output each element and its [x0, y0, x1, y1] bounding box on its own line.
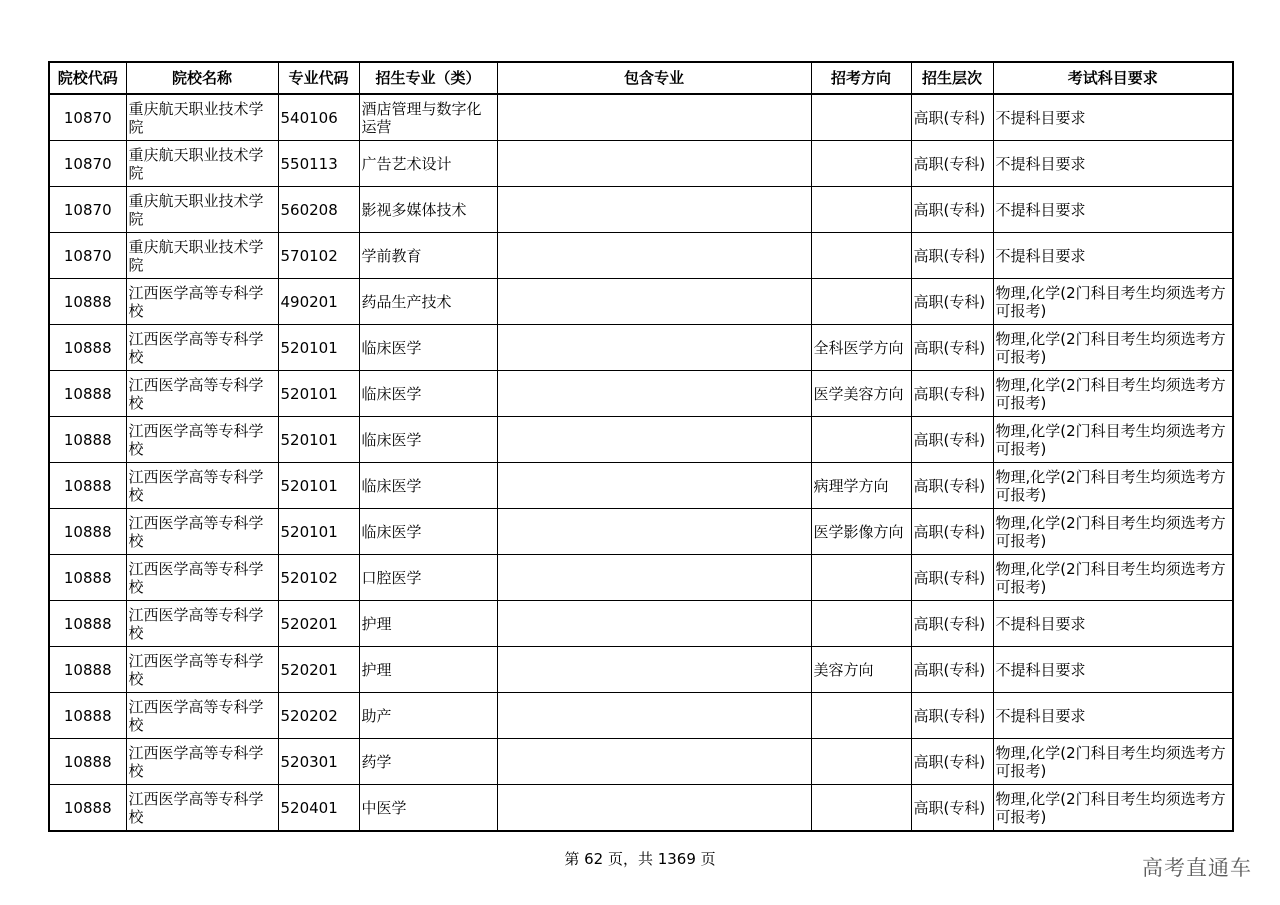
- admission-table: [48, 61, 1234, 832]
- school-code-cell: 10888: [49, 279, 126, 325]
- table-row: [49, 417, 1233, 463]
- school-code-cell: 10888: [49, 785, 126, 832]
- school-code-cell: 10870: [49, 94, 126, 141]
- major-code-cell: 520101: [278, 325, 359, 371]
- level-cell: 高职(专科): [911, 94, 993, 141]
- included-majors-cell: [497, 371, 811, 417]
- major-name-cell: 护理: [359, 647, 497, 693]
- major-code-cell: 570102: [278, 233, 359, 279]
- major-name-cell: 药学: [359, 739, 497, 785]
- included-majors-cell: [497, 233, 811, 279]
- direction-cell: 病理学方向: [811, 463, 911, 509]
- school-code-cell: 10888: [49, 371, 126, 417]
- table-body: [49, 94, 1233, 831]
- header-subject-requirement: 考试科目要求: [993, 62, 1233, 94]
- table-row: [49, 94, 1233, 141]
- table-row: [49, 141, 1233, 187]
- table-row: [49, 187, 1233, 233]
- subject-requirement-cell: 不提科目要求: [993, 647, 1233, 693]
- school-name-cell: 江西医学高等专科学校: [126, 325, 278, 371]
- included-majors-cell: [497, 141, 811, 187]
- subject-requirement-cell: 物理,化学(2门科目考生均须选考方可报考): [993, 739, 1233, 785]
- school-name-cell: 江西医学高等专科学校: [126, 739, 278, 785]
- school-name-cell: 江西医学高等专科学校: [126, 371, 278, 417]
- table-row: [49, 509, 1233, 555]
- header-included-majors: 包含专业: [497, 62, 811, 94]
- major-code-cell: 560208: [278, 187, 359, 233]
- subject-requirement-cell: 不提科目要求: [993, 601, 1233, 647]
- major-name-cell: 口腔医学: [359, 555, 497, 601]
- direction-cell: 全科医学方向: [811, 325, 911, 371]
- major-name-cell: 学前教育: [359, 233, 497, 279]
- school-code-cell: 10888: [49, 739, 126, 785]
- subject-requirement-cell: 物理,化学(2门科目考生均须选考方可报考): [993, 555, 1233, 601]
- direction-cell: [811, 187, 911, 233]
- school-code-cell: 10888: [49, 463, 126, 509]
- school-name-cell: 江西医学高等专科学校: [126, 601, 278, 647]
- included-majors-cell: [497, 325, 811, 371]
- school-code-cell: 10888: [49, 417, 126, 463]
- major-code-cell: 520101: [278, 417, 359, 463]
- subject-requirement-cell: 物理,化学(2门科目考生均须选考方可报考): [993, 279, 1233, 325]
- included-majors-cell: [497, 509, 811, 555]
- major-code-cell: 540106: [278, 94, 359, 141]
- direction-cell: [811, 555, 911, 601]
- level-cell: 高职(专科): [911, 463, 993, 509]
- watermark-text: 高考直通车: [1142, 856, 1252, 880]
- header-level: 招生层次: [911, 62, 993, 94]
- level-cell: 高职(专科): [911, 739, 993, 785]
- major-code-cell: 520101: [278, 371, 359, 417]
- included-majors-cell: [497, 739, 811, 785]
- table-header-row: [49, 62, 1233, 94]
- school-code-cell: 10870: [49, 141, 126, 187]
- level-cell: 高职(专科): [911, 141, 993, 187]
- subject-requirement-cell: 物理,化学(2门科目考生均须选考方可报考): [993, 417, 1233, 463]
- direction-cell: [811, 233, 911, 279]
- level-cell: 高职(专科): [911, 279, 993, 325]
- included-majors-cell: [497, 785, 811, 832]
- subject-requirement-cell: 不提科目要求: [993, 141, 1233, 187]
- table-row: [49, 647, 1233, 693]
- subject-requirement-cell: 物理,化学(2门科目考生均须选考方可报考): [993, 325, 1233, 371]
- direction-cell: [811, 693, 911, 739]
- direction-cell: 美容方向: [811, 647, 911, 693]
- direction-cell: [811, 141, 911, 187]
- header-direction: 招考方向: [811, 62, 911, 94]
- header-major-name: 招生专业（类）: [359, 62, 497, 94]
- included-majors-cell: [497, 463, 811, 509]
- school-name-cell: 江西医学高等专科学校: [126, 555, 278, 601]
- level-cell: 高职(专科): [911, 233, 993, 279]
- table-row: [49, 555, 1233, 601]
- direction-cell: 医学影像方向: [811, 509, 911, 555]
- major-code-cell: 520401: [278, 785, 359, 832]
- included-majors-cell: [497, 279, 811, 325]
- major-name-cell: 护理: [359, 601, 497, 647]
- level-cell: 高职(专科): [911, 187, 993, 233]
- major-name-cell: 中医学: [359, 785, 497, 832]
- school-code-cell: 10870: [49, 233, 126, 279]
- school-name-cell: 江西医学高等专科学校: [126, 509, 278, 555]
- level-cell: 高职(专科): [911, 601, 993, 647]
- school-code-cell: 10888: [49, 601, 126, 647]
- school-name-cell: 江西医学高等专科学校: [126, 785, 278, 832]
- direction-cell: [811, 785, 911, 832]
- table-row: [49, 463, 1233, 509]
- major-code-cell: 520101: [278, 463, 359, 509]
- major-name-cell: 临床医学: [359, 371, 497, 417]
- level-cell: 高职(专科): [911, 325, 993, 371]
- school-code-cell: 10888: [49, 555, 126, 601]
- table-row: [49, 693, 1233, 739]
- major-code-cell: 520301: [278, 739, 359, 785]
- subject-requirement-cell: 不提科目要求: [993, 693, 1233, 739]
- subject-requirement-cell: 物理,化学(2门科目考生均须选考方可报考): [993, 509, 1233, 555]
- direction-cell: [811, 739, 911, 785]
- major-name-cell: 临床医学: [359, 417, 497, 463]
- table-row: [49, 371, 1233, 417]
- level-cell: 高职(专科): [911, 509, 993, 555]
- school-code-cell: 10888: [49, 325, 126, 371]
- school-name-cell: 江西医学高等专科学校: [126, 647, 278, 693]
- school-name-cell: 重庆航天职业技术学院: [126, 141, 278, 187]
- school-code-cell: 10888: [49, 509, 126, 555]
- page-number: 第 62 页，共 1369 页: [564, 850, 716, 868]
- header-school-code: 院校代码: [49, 62, 126, 94]
- direction-cell: [811, 601, 911, 647]
- subject-requirement-cell: 不提科目要求: [993, 94, 1233, 141]
- included-majors-cell: [497, 555, 811, 601]
- major-code-cell: 520101: [278, 509, 359, 555]
- major-code-cell: 520201: [278, 601, 359, 647]
- included-majors-cell: [497, 417, 811, 463]
- school-name-cell: 江西医学高等专科学校: [126, 279, 278, 325]
- included-majors-cell: [497, 647, 811, 693]
- major-code-cell: 520102: [278, 555, 359, 601]
- school-code-cell: 10888: [49, 693, 126, 739]
- header-school-name: 院校名称: [126, 62, 278, 94]
- direction-cell: [811, 279, 911, 325]
- table-row: [49, 279, 1233, 325]
- level-cell: 高职(专科): [911, 371, 993, 417]
- table-row: [49, 785, 1233, 832]
- major-name-cell: 助产: [359, 693, 497, 739]
- level-cell: 高职(专科): [911, 647, 993, 693]
- included-majors-cell: [497, 94, 811, 141]
- school-name-cell: 重庆航天职业技术学院: [126, 187, 278, 233]
- included-majors-cell: [497, 601, 811, 647]
- level-cell: 高职(专科): [911, 693, 993, 739]
- major-name-cell: 临床医学: [359, 463, 497, 509]
- included-majors-cell: [497, 693, 811, 739]
- subject-requirement-cell: 物理,化学(2门科目考生均须选考方可报考): [993, 463, 1233, 509]
- school-name-cell: 重庆航天职业技术学院: [126, 94, 278, 141]
- level-cell: 高职(专科): [911, 785, 993, 832]
- subject-requirement-cell: 不提科目要求: [993, 233, 1233, 279]
- subject-requirement-cell: 物理,化学(2门科目考生均须选考方可报考): [993, 785, 1233, 832]
- subject-requirement-cell: 不提科目要求: [993, 187, 1233, 233]
- header-major-code: 专业代码: [278, 62, 359, 94]
- level-cell: 高职(专科): [911, 555, 993, 601]
- school-name-cell: 重庆航天职业技术学院: [126, 233, 278, 279]
- table-row: [49, 325, 1233, 371]
- school-code-cell: 10870: [49, 187, 126, 233]
- table-row: [49, 739, 1233, 785]
- direction-cell: 医学美容方向: [811, 371, 911, 417]
- major-code-cell: 520202: [278, 693, 359, 739]
- major-name-cell: 临床医学: [359, 509, 497, 555]
- school-name-cell: 江西医学高等专科学校: [126, 463, 278, 509]
- table-row: [49, 233, 1233, 279]
- direction-cell: [811, 417, 911, 463]
- direction-cell: [811, 94, 911, 141]
- subject-requirement-cell: 物理,化学(2门科目考生均须选考方可报考): [993, 371, 1233, 417]
- table-row: [49, 601, 1233, 647]
- major-name-cell: 影视多媒体技术: [359, 187, 497, 233]
- major-code-cell: 520201: [278, 647, 359, 693]
- major-name-cell: 酒店管理与数字化运营: [359, 94, 497, 141]
- major-code-cell: 490201: [278, 279, 359, 325]
- major-code-cell: 550113: [278, 141, 359, 187]
- major-name-cell: 临床医学: [359, 325, 497, 371]
- major-name-cell: 广告艺术设计: [359, 141, 497, 187]
- school-name-cell: 江西医学高等专科学校: [126, 417, 278, 463]
- level-cell: 高职(专科): [911, 417, 993, 463]
- included-majors-cell: [497, 187, 811, 233]
- major-name-cell: 药品生产技术: [359, 279, 497, 325]
- school-name-cell: 江西医学高等专科学校: [126, 693, 278, 739]
- school-code-cell: 10888: [49, 647, 126, 693]
